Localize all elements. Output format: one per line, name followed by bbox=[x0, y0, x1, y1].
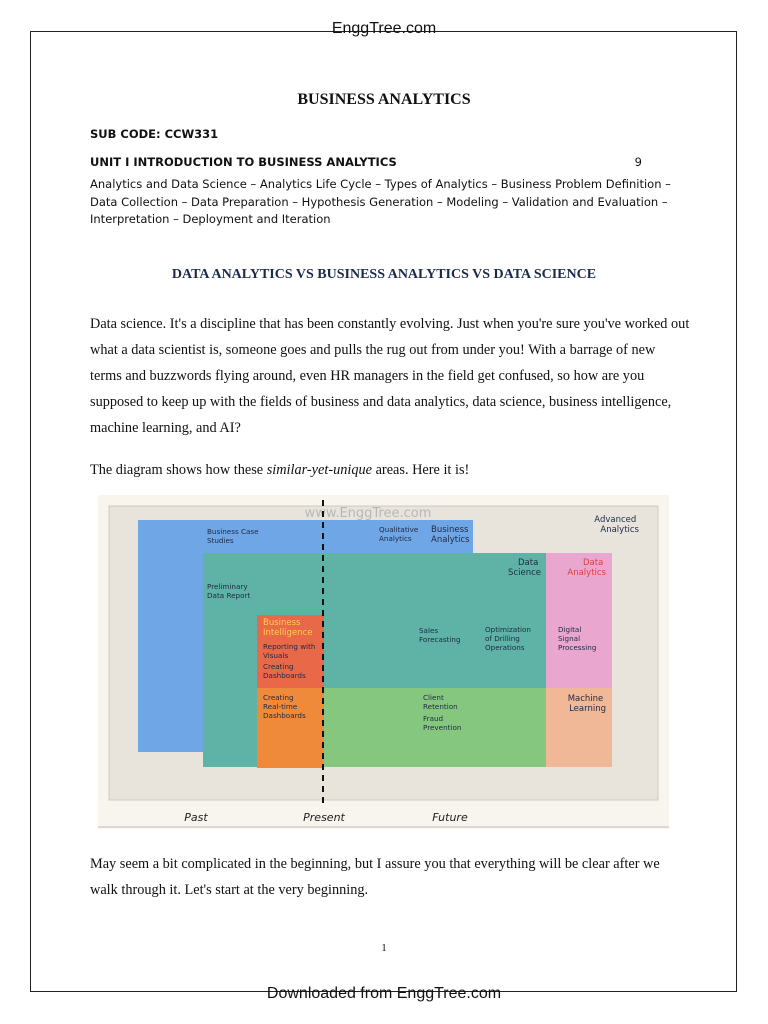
unit-heading bbox=[90, 155, 650, 169]
document-title: BUSINESS ANALYTICS bbox=[297, 91, 471, 108]
unit-hours: 9 bbox=[634, 155, 642, 169]
data-science-label: Data Science bbox=[508, 558, 541, 578]
diagram-watermark: www.EnggTree.com bbox=[304, 506, 432, 521]
footer-download-notice: Downloaded from EnggTree.com bbox=[266, 985, 502, 1002]
closing-paragraph: May seem a bit complicated in the beginning, but I assure you that everything will be clear after we walk through it. Let's start at the very beginning. bbox=[90, 856, 660, 898]
axis-present-label: Present bbox=[303, 811, 345, 824]
analytics-diagram bbox=[98, 495, 669, 829]
diagram-intro-emphasis: similar-yet-unique bbox=[266, 462, 373, 478]
advanced-analytics-label: Advanced Analytics bbox=[594, 515, 639, 535]
digital-signal-processing-label: Digital Signal Processing bbox=[558, 625, 597, 652]
intro-paragraph: Data science. It's a discipline that has been constantly evolving. Just when you're sure you've worked out what a data scientist is, someone goes and pulls the rug out from under you! With a barrage of new terms and buzzwords flying around, even HR managers in the field get confused, so how are you supposed to keep up with the fields of business and data analytics, data science, business intelligence, machine learning, and AI? bbox=[90, 316, 690, 436]
diagram-intro-paragraph bbox=[90, 457, 690, 483]
axis-future-label: Future bbox=[432, 811, 468, 824]
business-case-studies-label: Business Case Studies bbox=[207, 527, 259, 545]
optimization-drilling-label: Optimization of Drilling Operations bbox=[485, 625, 531, 652]
business-intelligence-label: Business Intelligence bbox=[263, 618, 313, 638]
diagram-intro-text-end: areas. Here it is! bbox=[372, 462, 470, 478]
fraud-prevention-label: Fraud Prevention bbox=[423, 714, 462, 732]
business-analytics-label: Business Analytics bbox=[431, 525, 470, 545]
axis-past-label: Past bbox=[184, 811, 208, 824]
creating-realtime-dashboards-label: Creating Real-time Dashboards bbox=[263, 693, 306, 720]
diagram-intro-text: The diagram shows how these bbox=[90, 462, 267, 478]
header-site-name: EnggTree.com bbox=[331, 20, 437, 37]
page-number: 1 bbox=[381, 942, 387, 954]
section-heading: DATA ANALYTICS VS BUSINESS ANALYTICS VS DATA SCIENCE bbox=[171, 267, 597, 282]
reporting-with-visuals-label: Reporting with Visuals bbox=[263, 642, 316, 660]
unit-topics: Analytics and Data Science – Analytics Life Cycle – Types of Analytics – Business Problem Definition – Data Collection – Data Preparation – Hypothesis Generation – Modeling – Validation and Evaluation – Interpretation – Deployment and Iteration bbox=[90, 177, 671, 226]
data-analytics-label: Data Analytics bbox=[567, 558, 606, 578]
subject-code: SUB CODE: CCW331 bbox=[90, 127, 219, 141]
unit-label: UNIT I INTRODUCTION TO BUSINESS ANALYTICS bbox=[90, 155, 397, 169]
creating-dashboards-label: Creating Dashboards bbox=[263, 662, 306, 680]
client-retention-label: Client Retention bbox=[423, 693, 458, 711]
machine-learning-label: Machine Learning bbox=[567, 694, 606, 714]
qualitative-analytics-label: Qualitative Analytics bbox=[379, 525, 419, 543]
sales-forecasting-label: Sales Forecasting bbox=[419, 626, 461, 644]
preliminary-data-report-label: Preliminary Data Report bbox=[207, 582, 251, 600]
